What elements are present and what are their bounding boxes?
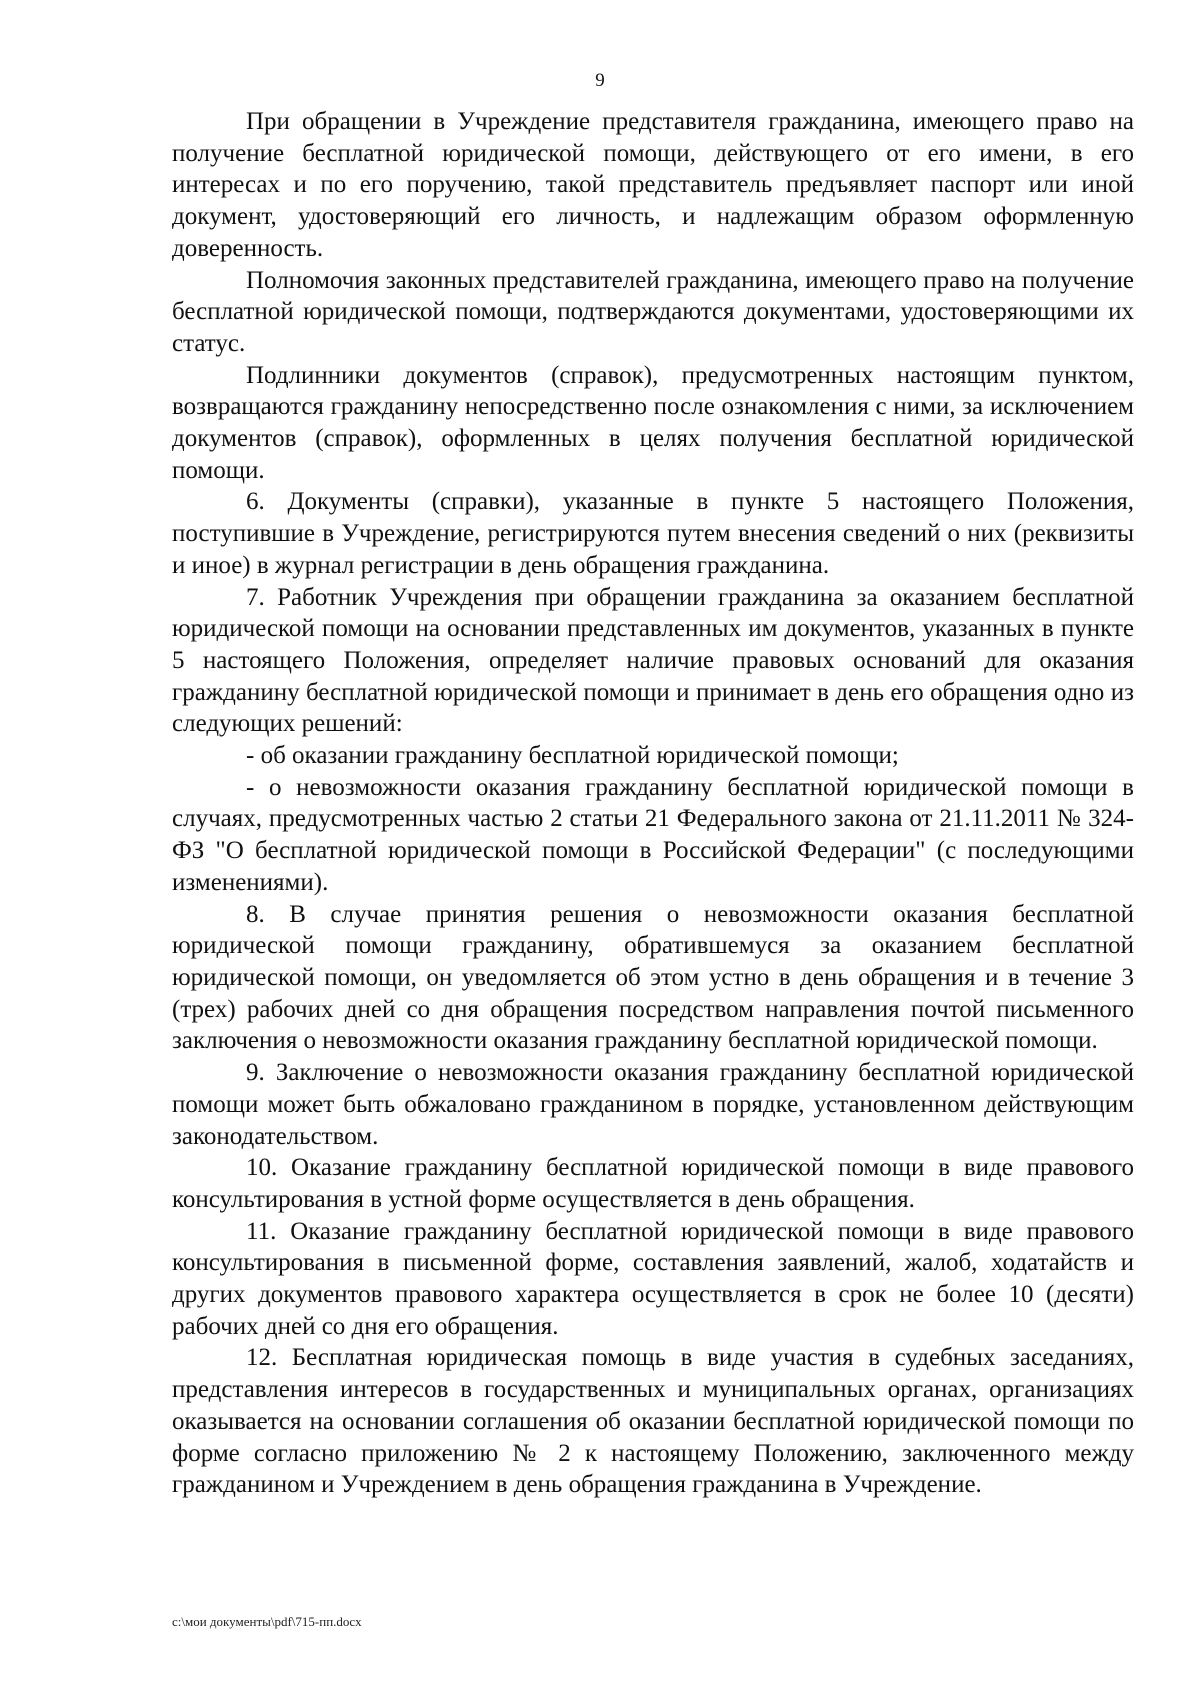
paragraph-legal-representatives: Полномочия законных представителей гражданина, имеющего право на получение бесплатной юридической помощи, подтверждаются документами, удостоверяющими их статус. <box>172 266 1134 357</box>
paragraph-item-12: 12. Бесплатная юридическая помощь в виде участия в судебных заседаниях, представления интересов в государственных и муниципальных органах, организациях оказывается на основании соглашения об оказании бесплатной юридической помощи по форме согласно приложению № 2 к настоящему Положению, заключенного между гражданином и Учреждением в день обращения гражданина в Учреждение. <box>172 1344 1134 1499</box>
paragraph-item-9: 9. Заключение о невозможности оказания гражданину бесплатной юридической помощи может быть обжаловано гражданином в порядке, установленном действующим законодательством. <box>172 1059 1134 1150</box>
list-item-provide-assistance: - об оказании гражданину бесплатной юридической помощи; <box>246 742 899 770</box>
paragraph-item-10: 10. Оказание гражданину бесплатной юридической помощи в виде правового консультирования в устной форме осуществляется в день обращения. <box>172 1154 1134 1213</box>
paragraph-original-documents: Подлинники документов (справок), предусмотренных настоящим пунктом, возвращаются гражданину непосредственно после ознакомления с ними, за исключением документов (справок), оформленных в целях получения бесплатной юридической помощи. <box>172 361 1134 484</box>
document-body <box>172 106 1134 1501</box>
paragraph-item-6: 6. Документы (справки), указанные в пункте 5 настоящего Положения, поступившие в Учреждение, регистрируются путем внесения сведений о них (реквизиты и иное) в журнал регистрации в день обращения гражданина. <box>172 488 1134 579</box>
paragraph-item-7: 7. Работник Учреждения при обращении гражданина за оказанием бесплатной юридической помощи на основании представленных им документов, указанных в пункте 5 настоящего Положения, определяет наличие правовых оснований для оказания гражданину бесплатной юридической помощи и принимает в день его обращения одно из следующих решений: <box>172 583 1134 738</box>
paragraph-representative-documents: При обращении в Учреждение представителя гражданина, имеющего право на получение бесплатной юридической помощи, действующего от его имени, в его интересах и по его поручению, такой представитель предъявляет паспорт или иной документ, удостоверяющий его личность, и надлежащим образом оформленную доверенность. <box>172 108 1134 262</box>
page-number: 9 <box>595 70 605 91</box>
paragraph-item-8: 8. В случае принятия решения о невозможности оказания бесплатной юридической помощи гражданину, обратившемуся за оказанием бесплатной юридической помощи, он уведомляется об этом устно в день обращения и в течение 3 (трех) рабочих дней со дня обращения посредством направления почтой письменного заключения о невозможности оказания гражданину бесплатной юридической помощи. <box>172 900 1134 1055</box>
paragraph-item-11: 11. Оказание гражданину бесплатной юридической помощи в виде правового консультирования в письменной форме, составления заявлений, жалоб, ходатайств и других документов правового характера осуществляется в срок не более 10 (десяти) рабочих дней со дня его обращения. <box>172 1217 1134 1340</box>
list-item-impossibility: - о невозможности оказания гражданину бесплатной юридической помощи в случаях, предусмотренных частью 2 статьи 21 Федерального закона от 21.11.2011 № 324-ФЗ "О бесплатной юридической помощи в Российской Федерации" (с последующими изменениями). <box>172 773 1134 896</box>
footer-file-path: c:\мои документы\pdf\715-пп.docx <box>172 1614 362 1629</box>
